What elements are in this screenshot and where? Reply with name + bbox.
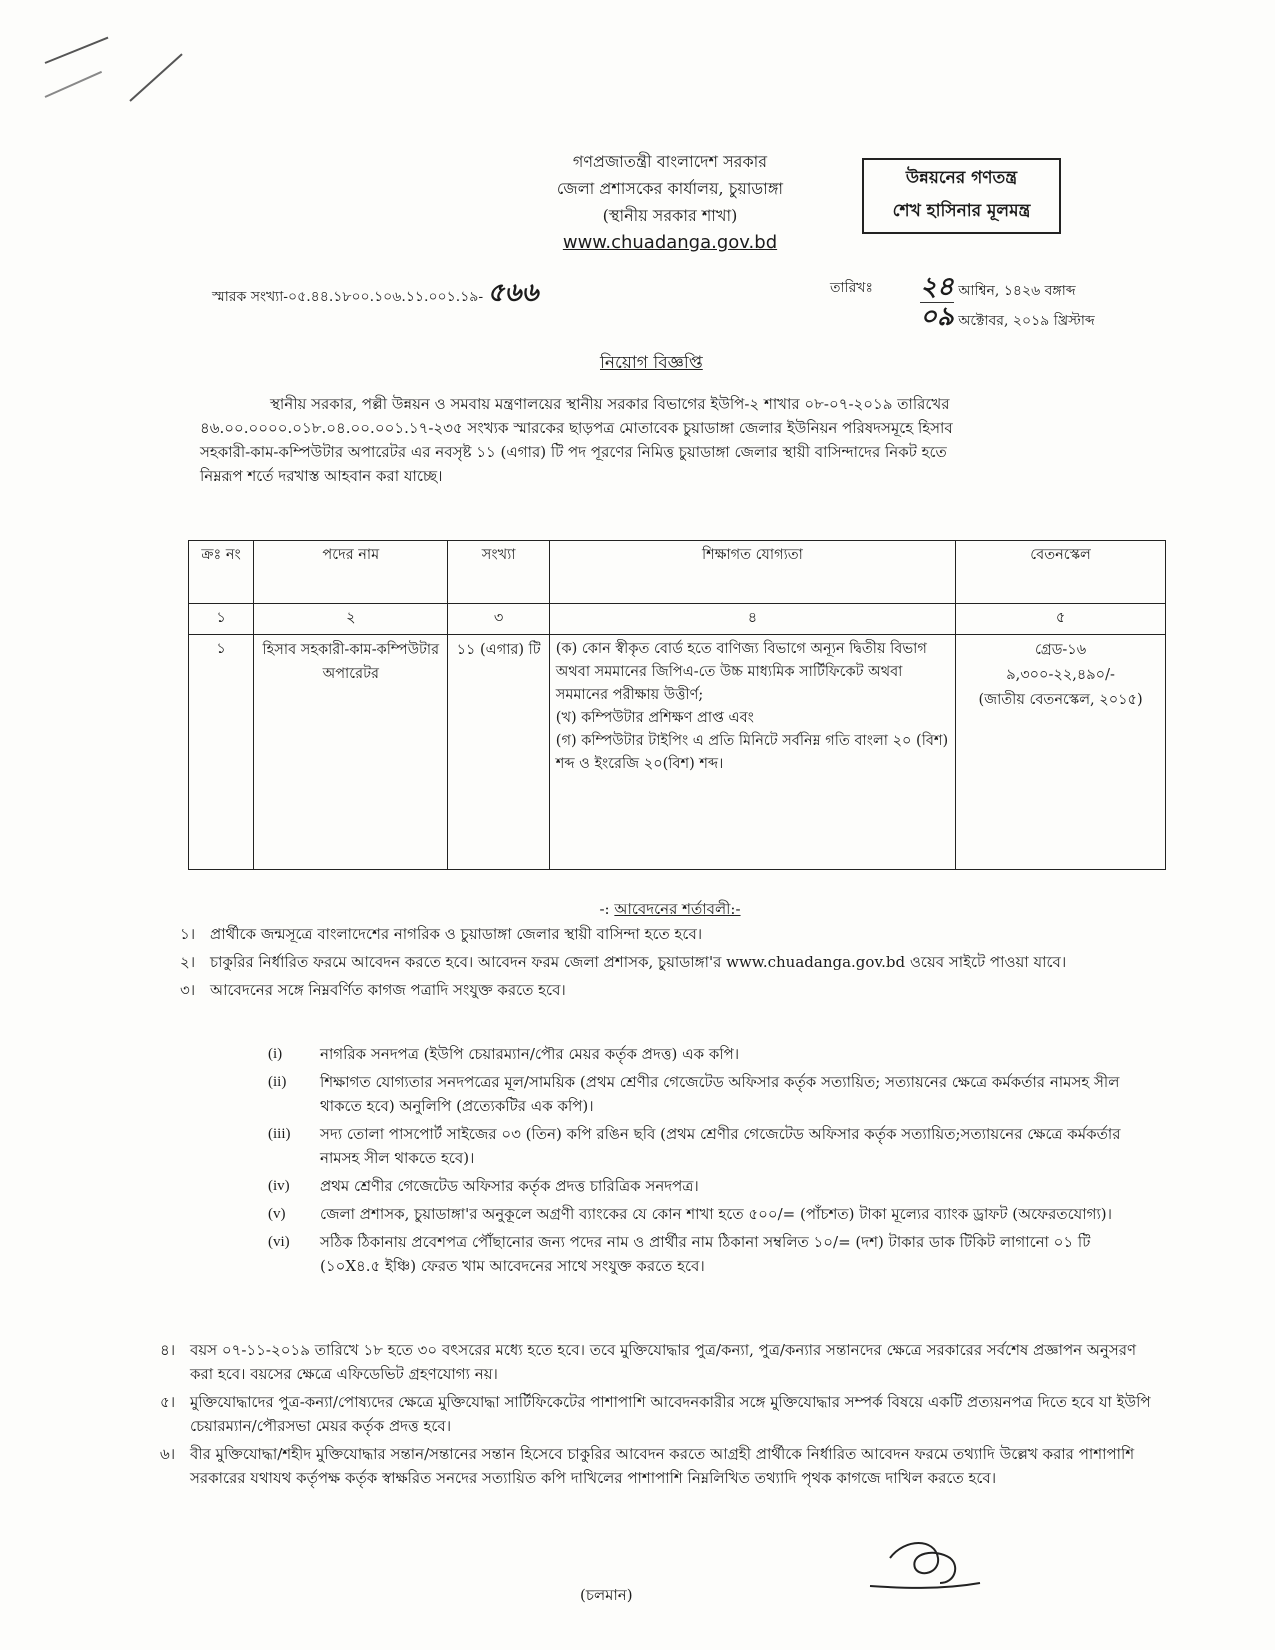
header-count: সংখ্যা (448, 541, 549, 604)
slogan-box (862, 158, 1061, 234)
row-qualifications (549, 635, 955, 870)
requirement-number: (i) (268, 1046, 283, 1062)
condition-text: প্রার্থীকে জন্মসূত্রে বাংলাদেশের নাগরিক ও চুয়াডাঙ্গা জেলার স্থায়ী বাসিন্দা হতে হবে। (210, 925, 703, 943)
memo-handwritten-number: ৫৬৬ (487, 278, 539, 308)
scan-mark (45, 71, 102, 98)
condition-text: বীর মুক্তিযোদ্ধা/শহীদ মুক্তিযোদ্ধার সন্তান/সন্তানের সন্তান হিসেবে চাকুরির আবেদন করতে আগ্রহী প্রার্থীকে নির্ধারিত আবেদন ফরমে তথ্যাদি উল্লেখ করার পাশাপাশি সরকারের যথাযথ কর্তৃপক্ষ কর্তৃক স্বাক্ষরিত সনদের সত্যায়িত কপি দাখিলের পাশাপাশি নিম্নলিখিত তথ্যাদি পৃথক কাগজে দাখিল করতে হবে। (190, 1445, 1135, 1487)
requirement-item (268, 1070, 1153, 1118)
intro-line: সহকারী-কাম-কম্পিউটার অপারেটর এর নবসৃষ্ট ১১ (এগার) টি পদ পূরণের নিমিত্ত চুয়াডাঙ্গা জেলার স্থায়ী বাসিন্দাদের নিকট হতে (200, 443, 947, 461)
row-pay-scale (956, 635, 1166, 870)
memo-label: স্মারক সংখ্যা-০৫.৪৪.১৮০০.১০৬.১১.০০১.১৯- (212, 289, 484, 305)
header-serial: ক্রঃ নং (189, 541, 254, 604)
table-row (189, 635, 1166, 870)
requirement-item (268, 1230, 1153, 1278)
scan-mark (129, 53, 182, 101)
col-number: ৪ (549, 604, 955, 635)
condition-text: আবেদনের সঙ্গে নিম্নবর্ণিত কাগজ পত্রাদি সংযুক্ত করতে হবে। (210, 981, 566, 999)
qualification-item: (গ) কম্পিউটার টাইপিং এ প্রতি মিনিটে সর্বনিম্ন গতি বাংলা ২০ (বিশ) শব্দ ও ইংরেজি ২০(বিশ) শব্দ। (555, 733, 949, 772)
requirement-number: (ii) (268, 1074, 287, 1090)
document-requirements (268, 1042, 1153, 1278)
pay-note: (জাতীয় বেতনস্কেল, ২০১৫) (978, 692, 1143, 708)
conditions-heading-text: আবেদনের শর্তাবলী:- (614, 900, 741, 918)
table-column-number-row (189, 604, 1166, 635)
date-label: তারিখঃ (830, 280, 873, 296)
intro-line: নিম্নরূপ শর্তে দরখাস্ত আহবান করা যাচ্ছে। (200, 467, 443, 485)
condition-number: ৪। (160, 1341, 176, 1359)
slogan-line2: শেখ হাসিনার মূলমন্ত্র (892, 201, 1031, 221)
signature (860, 1528, 990, 1598)
requirement-item (268, 1202, 1153, 1226)
requirement-number: (vi) (268, 1234, 290, 1250)
requirement-text: জেলা প্রশাসক, চুয়াডাঙ্গা'র অনুকূলে অগ্রণী ব্যাংকের যে কোন শাখা হতে ৫০০/= (পাঁচশত) টাকা মূল্যের ব্যাংক ড্রাফট (অফেরতযোগ্য)। (320, 1205, 1113, 1223)
col-number: ১ (189, 604, 254, 635)
memo-number (212, 272, 538, 316)
col-number: ৩ (448, 604, 549, 635)
requirement-text: সঠিক ঠিকানায় প্রবেশপত্র পৌঁছানোর জন্য পদের নাম ও প্রার্থীর নাম ঠিকানা সম্বলিত ১০/= (দশ) টাকার ডাক টিকিট লাগানো ০১ টি (১০X৪.৫ ইঞ্চি) ফেরত খাম আবেদনের সাথে সংযুক্ত করতে হবে। (320, 1233, 1091, 1275)
date-bangla-day: ২৪ (920, 272, 954, 302)
conditions-heading (440, 898, 900, 923)
conditions-list (180, 922, 1160, 1002)
pay-grade: গ্রেড-১৬ (1034, 642, 1087, 658)
requirement-text: প্রথম শ্রেণীর গেজেটেড অফিসার কর্তৃক প্রদত্ত চারিত্রিক সনদপত্র। (320, 1177, 699, 1195)
condition-item (180, 950, 1160, 974)
qualification-item: (ক) কোন স্বীকৃত বোর্ড হতে বাণিজ্য বিভাগে অন্যূন দ্বিতীয় বিভাগ অথবা সমমানের জিপিএ-তে উচ্চ মাধ্যমিক সার্টিফিকেট অথবা সমমানের পরীক্ষায় উত্তীর্ণ; (555, 641, 927, 703)
condition-number: ৬। (160, 1445, 176, 1463)
intro-line: ৪৬.০০.০০০০.০১৮.০৪.০০.০০১.১৭-২৩৫ সংখ্যক স্মারকের ছাড়পত্র মোতাবেক চুয়াডাঙ্গা জেলার ইউনিয়ন পরিষদসমূহে হিসাব (200, 419, 953, 437)
intro-paragraph (200, 392, 1160, 488)
pay-range: ৯,৩০০-২২,৪৯০/- (1006, 667, 1115, 683)
requirement-number: (iv) (268, 1178, 290, 1194)
govt-name: গণপ্রজাতন্ত্রী বাংলাদেশ সরকার (572, 152, 768, 171)
date-english-day: ০৯ (920, 302, 954, 332)
condition-item (180, 978, 1160, 1002)
slogan-line1: উন্নয়নের গণতন্ত্র (905, 168, 1018, 188)
requirement-text: শিক্ষাগত যোগ্যতার সনদপত্রের মূল/সাময়িক (প্রথম শ্রেণীর গেজেটেড অফিসার কর্তৃক সত্যায়িত; সত্যায়নের ক্ষেত্রে কর্মকর্তার নামসহ সীল থাকতে হবে) অনুলিপি (প্রত্যেকটির এক কপি)। (320, 1073, 1120, 1115)
condition-number: ২। (180, 953, 196, 971)
branch-name: (স্থানীয় সরকার শাখা) (602, 206, 738, 225)
website-link[interactable]: www.chuadanga.gov.bd (562, 232, 778, 253)
condition-number: ৫। (160, 1393, 176, 1411)
requirement-item (268, 1122, 1153, 1170)
condition-text: চাকুরির নির্ধারিত ফরমে আবেদন করতে হবে। আবেদন ফরম জেলা প্রশাসক, চুয়াডাঙ্গা'র www.chuadanga.gov.bd ওয়েব সাইটে পাওয়া যাবে। (210, 953, 1067, 971)
table-header-row (189, 541, 1166, 604)
date-english-rest: অক্টোবর, ২০১৯ খ্রিস্টাব্দ (958, 313, 1095, 329)
continued-label: (চলমান) (580, 1586, 633, 1604)
condition-number: ৩। (180, 981, 196, 999)
office-name: জেলা প্রশাসকের কার্যালয়, চুয়াডাঙ্গা (556, 179, 784, 198)
requirement-item (268, 1042, 1153, 1066)
qualification-item: (খ) কম্পিউটার প্রশিক্ষণ প্রাপ্ত এবং (555, 710, 754, 726)
conditions-heading-prefix: -: (599, 900, 610, 918)
condition-item (160, 1390, 1160, 1438)
office-header (520, 148, 820, 256)
condition-item (180, 922, 1160, 946)
requirement-item (268, 1174, 1153, 1198)
condition-item (160, 1338, 1160, 1386)
condition-text: বয়স ০৭-১১-২০১৯ তারিখে ১৮ হতে ৩০ বৎসরের মধ্যে হতে হবে। তবে মুক্তিযোদ্ধার পুত্র/কন্যা, পুত্র/কন্যার সন্তানদের ক্ষেত্রে সরকারের সর্বশেষ প্রজ্ঞাপন অনুসরণ করা হবে। বয়সের ক্ষেত্রে এফিডেভিট গ্রহণযোগ্য নয়। (190, 1341, 1137, 1383)
condition-item (160, 1442, 1160, 1490)
date-english (920, 296, 1095, 340)
header-qualification: শিক্ষাগত যোগ্যতা (549, 541, 955, 604)
date-bangla-rest: আশ্বিন, ১৪২৬ বঙ্গাব্দ (958, 283, 1076, 299)
requirement-text: সদ্য তোলা পাসপোর্ট সাইজের ০৩ (তিন) কপি রঙিন ছবি (প্রথম শ্রেণীর গেজেটেড অফিসার কর্তৃক সত্যায়িত;সত্যায়নের ক্ষেত্রে কর্মকর্তার নামসহ সীল থাকতে হবে)। (320, 1125, 1121, 1167)
requirement-number: (iii) (268, 1126, 291, 1142)
row-count: ১১ (এগার) টি (448, 635, 549, 870)
row-post-name: হিসাব সহকারী-কাম-কম্পিউটার অপারেটর (254, 635, 448, 870)
notice-title: নিয়োগ বিজ্ঞপ্তি (600, 353, 703, 373)
col-number: ৫ (956, 604, 1166, 635)
conditions-list-continued (160, 1338, 1160, 1490)
header-pay-scale: বেতনস্কেল (956, 541, 1166, 604)
header-post: পদের নাম (254, 541, 448, 604)
intro-line: স্থানীয় সরকার, পল্লী উন্নয়ন ও সমবায় মন্ত্রণালয়ের স্থানীয় সরকার বিভাগের ইউপি-২ শাখার ০৮-০৭-২০১৯ তারিখের (270, 395, 950, 413)
condition-number: ১। (180, 925, 196, 943)
col-number: ২ (254, 604, 448, 635)
row-serial: ১ (189, 635, 254, 870)
condition-text: মুক্তিযোদ্ধাদের পুত্র-কন্যা/পোষ্যদের ক্ষেত্রে মুক্তিযোদ্ধা সার্টিফিকেটের পাশাপাশি আবেদনকারীর সঙ্গে মুক্তিযোদ্ধার সম্পর্ক বিষয়ে একটি প্রত্যয়নপত্র দিতে হবে যা ইউপি চেয়ারম্যান/পৌরসভা মেয়র কর্তৃক প্রদত্ত হবে। (190, 1393, 1151, 1435)
requirement-text: নাগরিক সনদপত্র (ইউপি চেয়ারম্যান/পৌর মেয়র কর্তৃক প্রদত্ত) এক কপি। (320, 1045, 740, 1063)
requirement-number: (v) (268, 1206, 286, 1222)
scan-mark (45, 37, 109, 64)
job-table (188, 540, 1166, 870)
